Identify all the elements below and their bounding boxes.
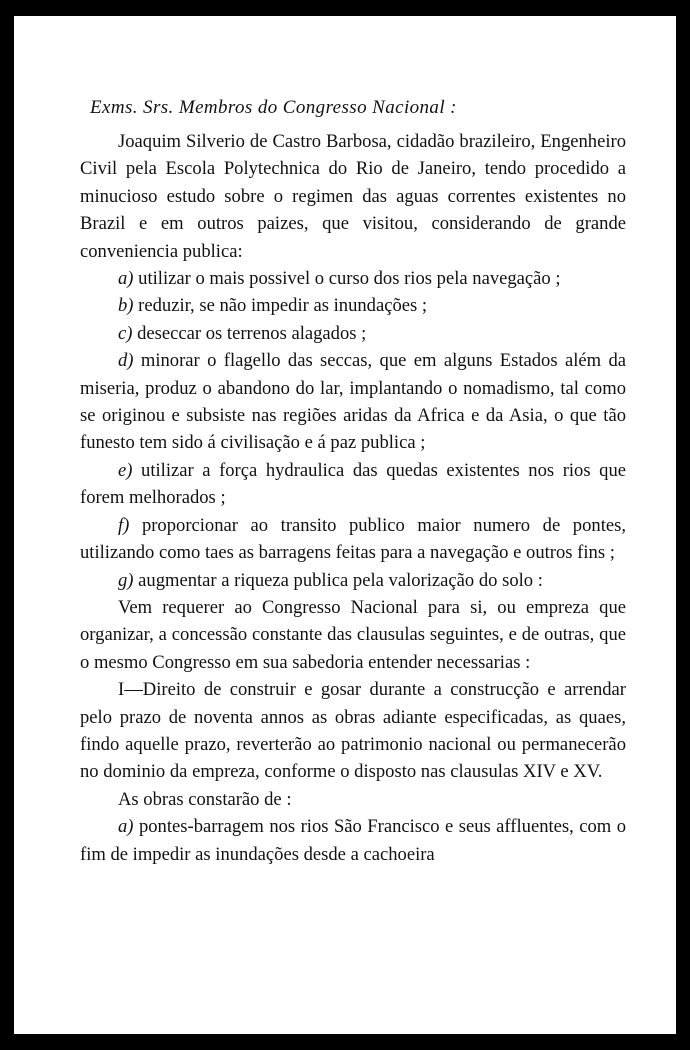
item-marker: c): [118, 322, 133, 344]
item-text: utilizar a força hydraulica das quedas existentes nos rios que forem melhorados ;: [80, 459, 626, 509]
item-text: proporcionar ao transito publico maior numero de pontes, utilizando como taes as barragens feitas para a navegação e outros fins ;: [80, 514, 626, 564]
salutation: Exms. Srs. Membros do Congresso Nacional :: [90, 97, 457, 118]
document-body: [80, 94, 626, 868]
list-item: [80, 813, 626, 868]
list-item: [80, 567, 626, 594]
intro-paragraph: Joaquim Silverio de Castro Barbosa, cidadão brazileiro, Engenheiro Civil pela Escola Polytechnica do Rio de Janeiro, tendo procedido a minucioso estudo sobre o regimen das aguas correntes existentes no Brazil e em outros paizes, que visitou, considerando de grande conveniencia publica:: [80, 131, 626, 262]
request-paragraph: Vem requerer ao Congresso Nacional para si, ou empreza que organizar, a concessão constante das clausulas seguintes, e de outras, que o mesmo Congresso em sua sabedoria entender necessarias :: [80, 596, 626, 673]
list-item: [80, 320, 626, 347]
document-page: [14, 16, 676, 1034]
item-text: pontes-barragem nos rios São Francisco e seus affluentes, com o fim de impedir as inundações desde a cachoeira: [80, 816, 626, 865]
list-item: [80, 347, 626, 457]
item-text: augmentar a riqueza publica pela valorização do solo :: [138, 569, 543, 591]
item-marker: e): [118, 459, 133, 481]
item-text: minorar o flagello das seccas, que em alguns Estados além da miseria, produz o abandono do lar, implantando o nomadismo, tal como se originou e subsiste nas regiões aridas da Africa e da Asia, o que tão funesto tem sido á civilisação e á paz publica ;: [80, 350, 626, 454]
list-item: [80, 512, 626, 567]
item-marker: d): [118, 350, 134, 372]
item-marker: a): [118, 816, 134, 838]
list-item: [80, 457, 626, 512]
item-text: reduzir, se não impedir as inundações ;: [138, 295, 428, 317]
item-marker: b): [118, 295, 134, 317]
item-marker: f): [118, 514, 130, 536]
item-marker: g): [118, 569, 134, 591]
item-text: deseccar os terrenos alagados ;: [137, 322, 367, 344]
item-marker: a): [118, 268, 134, 290]
clause-1-paragraph: I—Direito de construir e gosar durante a construcção e arrendar pelo prazo de noventa annos as obras adiante especificadas, as quaes, findo aquelle prazo, reverterão ao patrimonio nacional ou permanecerão no dominio da empreza, conforme o disposto nas clausulas XIV e XV.: [80, 679, 626, 783]
works-intro: As obras constarão de :: [118, 788, 292, 810]
list-item: [80, 292, 626, 319]
list-item: [80, 265, 626, 292]
item-text: utilizar o mais possivel o curso dos rios pela navegação ;: [138, 268, 561, 290]
